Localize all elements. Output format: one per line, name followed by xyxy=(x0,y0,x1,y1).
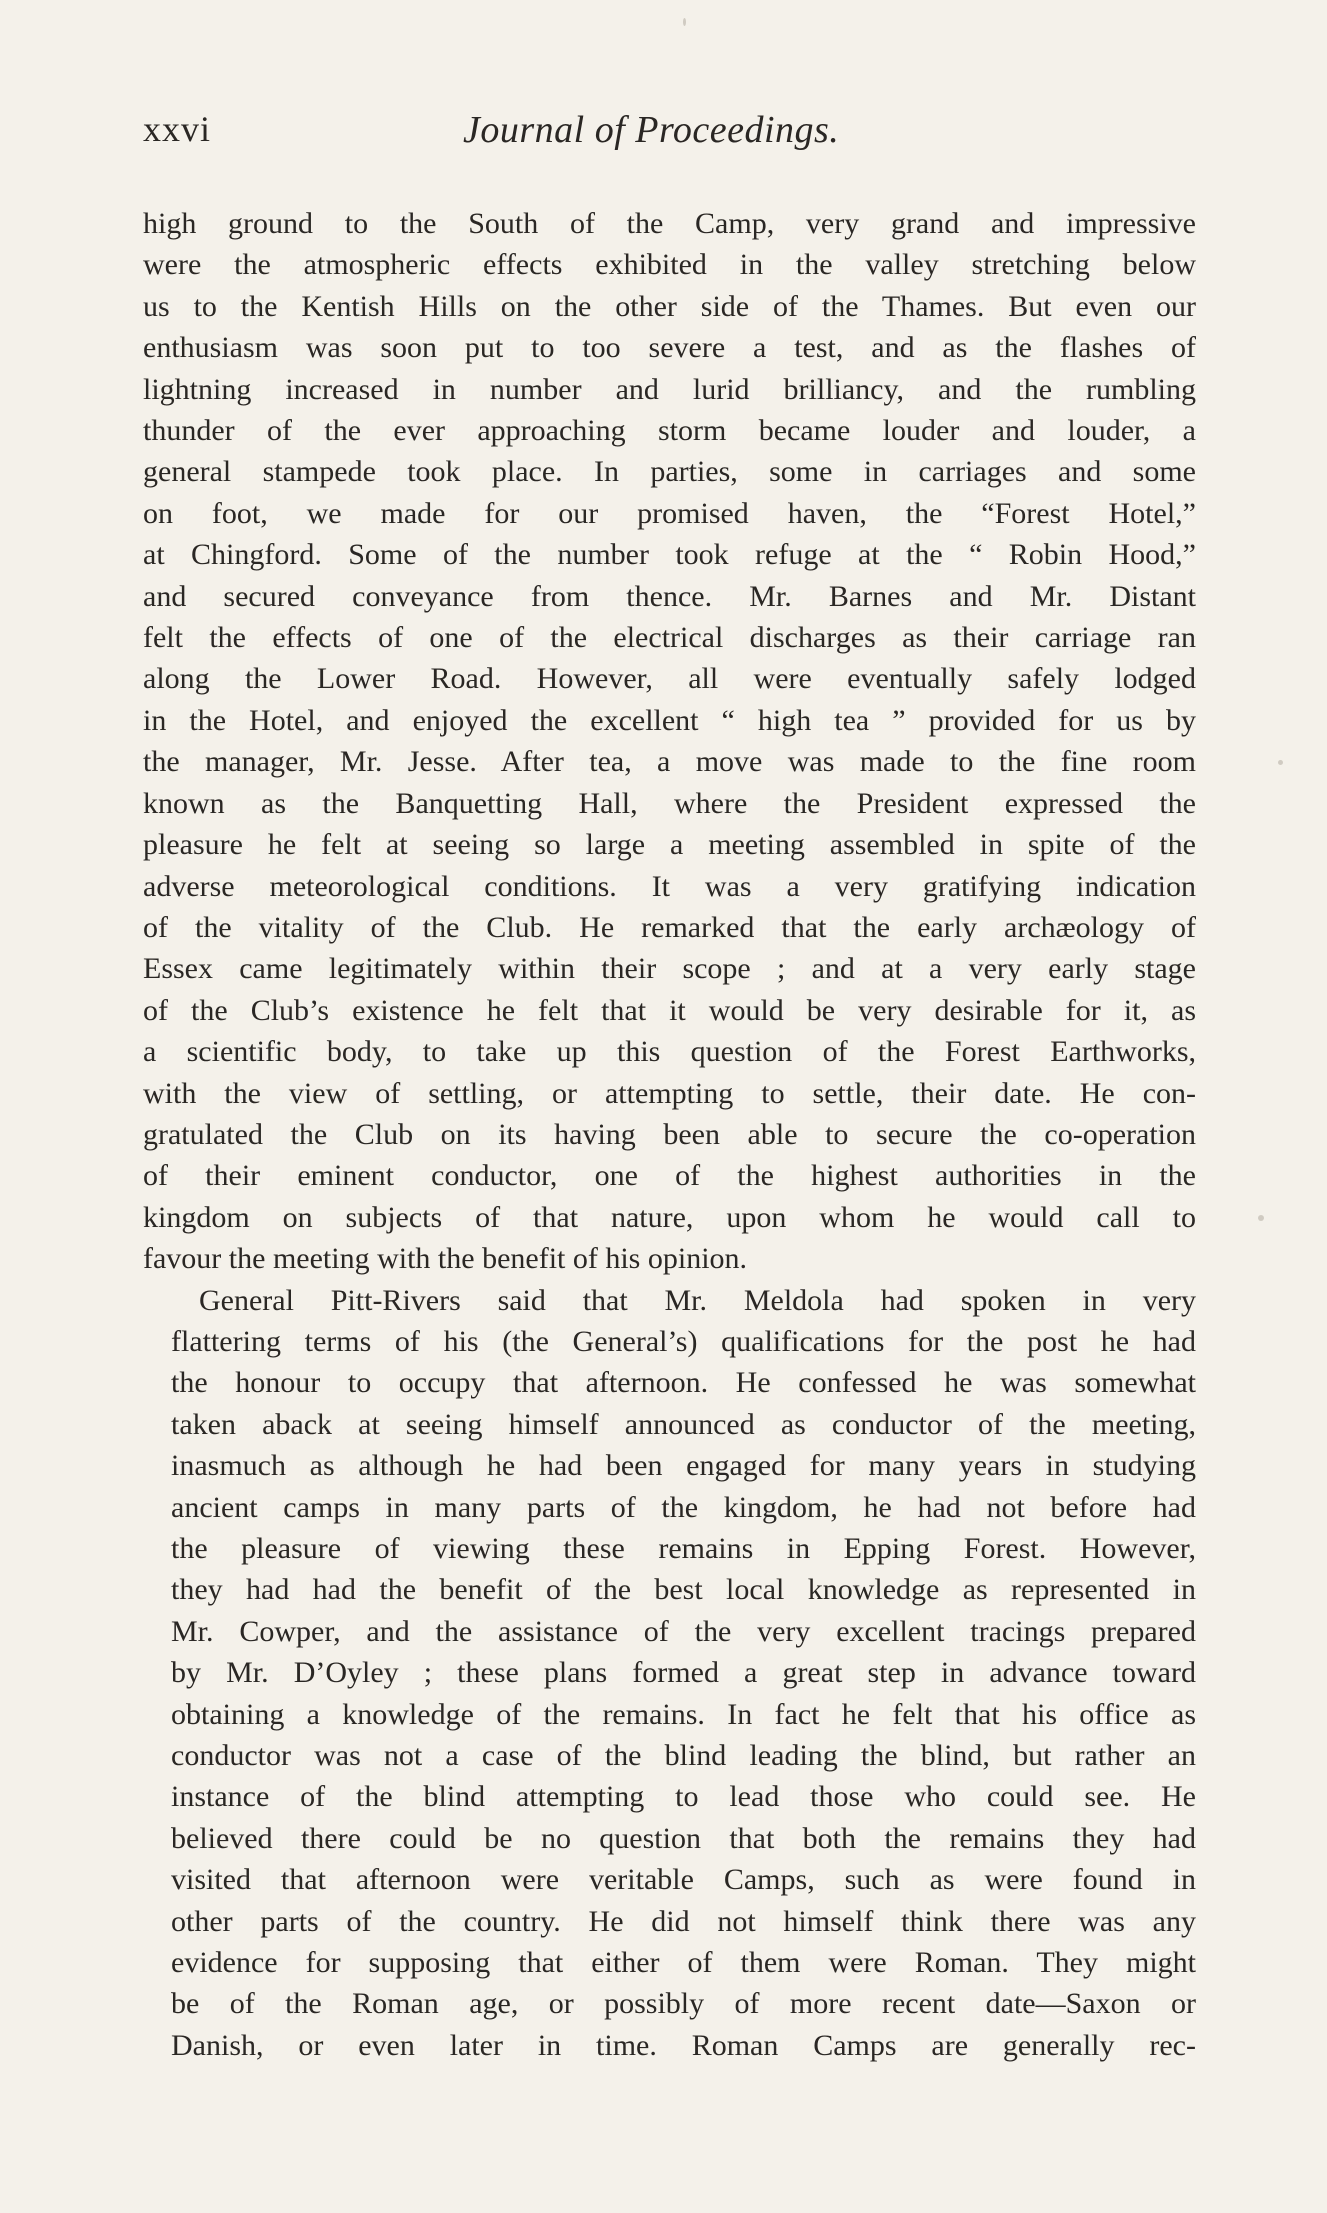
text-line: of the Club’s existence he felt that it would be very desirable for it, as xyxy=(143,993,1196,1027)
text-line: high ground to the South of the Camp, very grand and impressive xyxy=(143,207,1196,240)
paragraph-2 xyxy=(143,1280,1196,2067)
text-line: believed there could be no question that both the remains they had xyxy=(171,1821,1196,1855)
text-line: Danish, or even later in time. Roman Camps are generally rec- xyxy=(171,2028,1196,2062)
text-line: along the Lower Road. However, all were eventually safely lodged xyxy=(143,662,1196,696)
text-line: general stampede took place. In parties, some in carriages and some xyxy=(143,455,1196,489)
text-line: with the view of settling, or attempting to settle, their date. He con- xyxy=(143,1076,1196,1110)
text-line: other parts of the country. He did not himself think there was any xyxy=(171,1904,1196,1938)
text-line: Essex came legitimately within their scope ; and at a very early stage xyxy=(143,952,1196,986)
text-line: thunder of the ever approaching storm became louder and louder, a xyxy=(143,414,1196,448)
text-line: known as the Banquetting Hall, where the President expressed the xyxy=(143,786,1196,820)
text-line: conductor was not a case of the blind leading the blind, but rather an xyxy=(171,1739,1196,1773)
text-line: at Chingford. Some of the number took refuge at the “ Robin Hood,” xyxy=(143,538,1196,572)
paragraph-1 xyxy=(143,203,1196,1280)
text-line: ancient camps in many parts of the kingdom, he had not before had xyxy=(171,1490,1196,1524)
paper-speck xyxy=(1278,760,1283,765)
text-line: by Mr. D’Oyley ; these plans formed a great step in advance toward xyxy=(171,1656,1196,1690)
text-line: the pleasure of viewing these remains in Epping Forest. However, xyxy=(171,1532,1196,1565)
text-line: enthusiasm was soon put to too severe a test, and as the flashes of xyxy=(143,331,1196,365)
text-line: visited that afternoon were veritable Camps, such as were found in xyxy=(171,1863,1196,1897)
text-line: in the Hotel, and enjoyed the excellent “ high tea ” provided for us by xyxy=(143,703,1196,737)
text-line: instance of the blind attempting to lead those who could see. He xyxy=(171,1780,1196,1814)
paper-speck xyxy=(683,18,686,26)
text-line: inasmuch as although he had been engaged for many years in studying xyxy=(171,1449,1196,1483)
text-line: General Pitt-Rivers said that Mr. Meldola had spoken in very xyxy=(199,1283,1196,1317)
text-line: a scientific body, to take up this question of the Forest Earthworks, xyxy=(143,1035,1196,1069)
text-line: of their eminent conductor, one of the highest authorities in the xyxy=(143,1159,1196,1193)
text-line: they had had the benefit of the best local knowledge as represented in xyxy=(171,1573,1196,1607)
text-line: obtaining a knowledge of the remains. In fact he felt that his office as xyxy=(171,1697,1196,1731)
text-line: kingdom on subjects of that nature, upon whom he would call to xyxy=(143,1200,1196,1234)
text-line: the manager, Mr. Jesse. After tea, a move was made to the fine room xyxy=(143,745,1196,779)
page-number: xxvi xyxy=(143,109,212,149)
text-line: Mr. Cowper, and the assistance of the very excellent tracings prepared xyxy=(171,1614,1196,1648)
text-line: taken aback at seeing himself announced as conductor of the meeting, xyxy=(171,1407,1196,1441)
text-line: the honour to occupy that afternoon. He confessed he was somewhat xyxy=(171,1366,1196,1400)
text-line: us to the Kentish Hills on the other side of the Thames. But even our xyxy=(143,289,1196,323)
text-line: flattering terms of his (the General’s) qualifications for the post he had xyxy=(171,1324,1196,1358)
text-line: lightning increased in number and lurid brilliancy, and the rumbling xyxy=(143,372,1196,406)
running-title: Journal of Proceedings. xyxy=(463,109,840,151)
text-line: and secured conveyance from thence. Mr. Barnes and Mr. Distant xyxy=(143,579,1196,613)
text-line: were the atmospheric effects exhibited in the valley stretching below xyxy=(143,248,1196,282)
text-line: evidence for supposing that either of them were Roman. They might xyxy=(171,1946,1196,1980)
text-line: felt the effects of one of the electrical discharges as their carriage ran xyxy=(143,621,1196,655)
text-line: be of the Roman age, or possibly of more recent date—Saxon or xyxy=(171,1987,1196,2021)
text-line: of the vitality of the Club. He remarked that the early archæology of xyxy=(143,910,1196,944)
text-line: adverse meteorological conditions. It was a very gratifying indication xyxy=(143,869,1196,903)
body-text xyxy=(143,203,1196,2066)
page-header xyxy=(143,108,1193,168)
paper-speck xyxy=(1258,1215,1264,1221)
text-line: on foot, we made for our promised haven, the “Forest Hotel,” xyxy=(143,496,1196,530)
text-line: favour the meeting with the benefit of his opinion. xyxy=(143,1242,748,1276)
text-line: pleasure he felt at seeing so large a meeting assembled in spite of the xyxy=(143,828,1196,862)
text-line: gratulated the Club on its having been able to secure the co-operation xyxy=(143,1117,1196,1151)
